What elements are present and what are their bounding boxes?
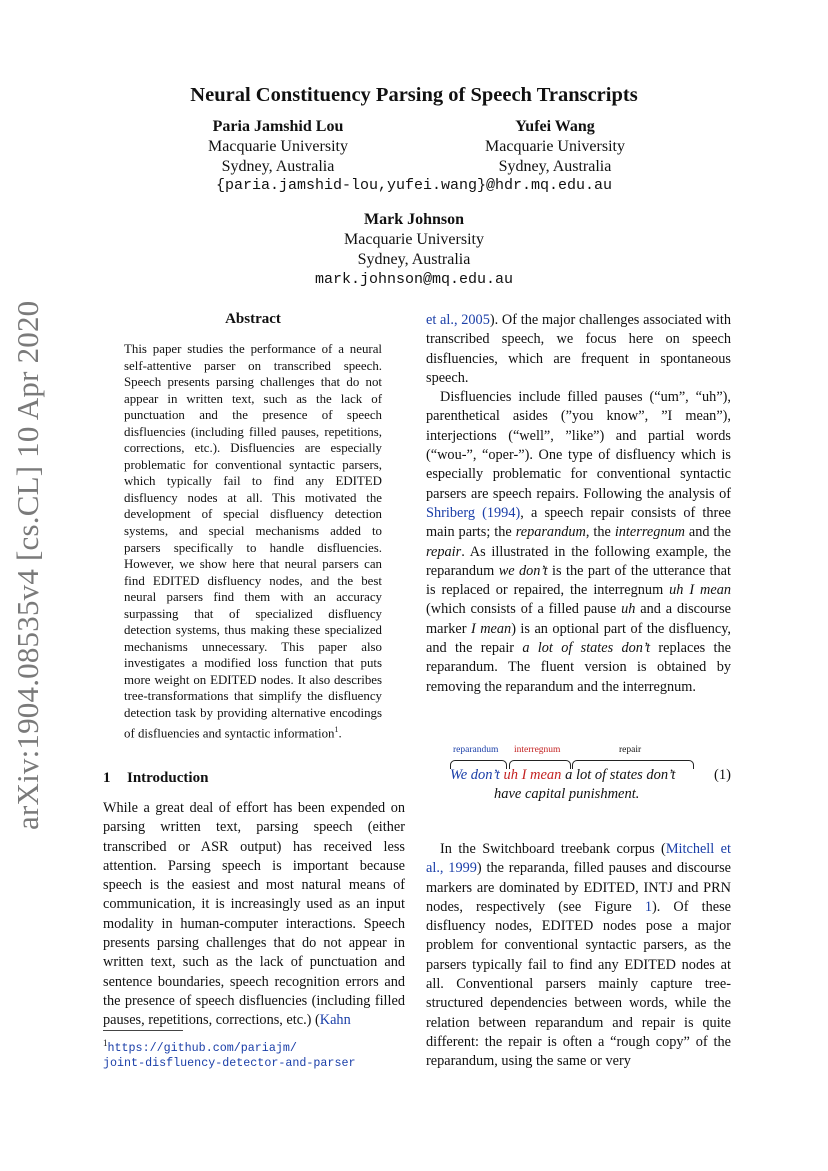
- author-affiliation: Macquarie University: [208, 138, 348, 155]
- author-name: Paria Jamshid Lou: [212, 118, 344, 135]
- citation-link[interactable]: Mitchell et al., 1999: [426, 841, 731, 877]
- footnote-divider: [103, 1030, 183, 1031]
- abstract-body: This paper studies the performance of a neural self-attentive parser on transcribed speech. Speech presents parsing challenges that do not appear in written text, such as the lack of punctuation and the presence of speech disfluencies (including filled pauses, repetitions, corrections, etc.). Disfluencies are especially problematic for conventional syntactic parsers, which typically fail to find any EDITED disfluency nodes at all. This motivated the development of special disfluency detection systems, and special mechanisms added to parsers specifically to handle disfluencies. However, we show here that neural parsers can find EDITED disfluency nodes, and the best neural parsers find them with an accuracy surpassing that of specialized disfluency detection systems, thus making these specialized mechanisms unnecessary. This paper also investigates a modified loss function that puts more weight on EDITED nodes. It also describes tree-transformations that simplify the disfluency detection task by providing alternative encodings of disfluencies and syntactic information$^1$.: [124, 342, 382, 740]
- citation-link[interactable]: Kahn: [319, 1012, 351, 1029]
- right-column-text: et al., 2005). Of the major challenges associated with transcribed speech, we focus here on speech disfluencies, which are frequent in spontaneous speech. Disfluencies include filled pauses (“um”, “uh”), parenthetical asides (”you know”, ”I mean”), interjections (“well”, ”like”) and partial words (“wou-”, “oper-”). One type of disfluency which is especially problematic for conventional syntactic parsers are speech repairs. Following the analysis of Shriberg (1994), a speech repair consists of three main parts; the reparandum, the interregnum and the repair. As illustrated in the following example, the reparandum we don’t is the part of the utterance that is replaced or repaired, the interregnum uh I mean (which consists of a filled pause uh and a discourse marker I mean) is an optional part of the disfluency, and the repair a lot of states don’t replaces the reparandum. The fluent version is obtained by removing the reparandum and the interregnum.: [426, 312, 732, 695]
- shared-email[interactable]: {paria.jamshid-lou,yufei.wang}@hdr.mq.edu.au: [215, 177, 613, 194]
- footnote-marker[interactable]: 1: [334, 724, 339, 734]
- section-heading-introduction: 1 Introduction: [103, 770, 209, 786]
- abstract-heading: Abstract: [225, 311, 281, 327]
- example-line-2: have capital punishment.: [494, 786, 640, 802]
- paper-title: Neural Constituency Parsing of Speech Transcripts: [190, 84, 638, 106]
- author-block-2: [455, 117, 655, 177]
- citation-link[interactable]: et al., 2005: [426, 312, 490, 328]
- right-column-text-2: In the Switchboard treebank corpus (Mitchell et al., 1999) the reparanda, filled pauses and discourse markers are dominated by EDITED, INTJ and PRN nodes, respectively (see Figure 1). Of these disfluency nodes, EDITED nodes pose a major problem for conventional syntactic parsers, as the parsers typically fail to find any EDITED nodes at all. Conventional parsers mainly capture tree-structured dependencies between words, while the relation between reparandum and repair is quite different: the repair is often a “rough copy” of the reparandum, using the same or very: [426, 841, 731, 1070]
- author-block-1: [178, 117, 378, 177]
- author-affiliation: Macquarie University: [344, 231, 484, 248]
- citation-link[interactable]: Shriberg (1994): [426, 504, 521, 521]
- example-line-1: We don’t uh I mean a lot of states don’t: [450, 767, 676, 783]
- figure-link[interactable]: 1: [644, 898, 652, 915]
- arxiv-identifier: arXiv:1904.08535v4 [cs.CL] 10 Apr 2020: [10, 300, 45, 830]
- author-block-3: [0, 210, 828, 290]
- label-reparandum: reparandum: [453, 745, 499, 755]
- label-interregnum: interregnum: [514, 745, 561, 755]
- label-repair: repair: [619, 745, 642, 755]
- introduction-paragraph: While a great deal of effort has been expended on parsing written text, parsing speech (either transcribed or ASR output) has received less attention. Parsing speech is important because speech is the easiest and most natural means of communication, it is increasingly used as an input modality in human-computer interactions. Speech presents parsing challenges that do not appear in written text, such as the lack of punctuation and sentence boundaries, speech recognition errors and the presence of speech disfluencies (including filled pauses, repetitions, corrections, etc.) (Kahn: [103, 800, 405, 1029]
- author-email[interactable]: mark.johnson@mq.edu.au: [314, 271, 514, 288]
- author-name: Yufei Wang: [515, 118, 595, 135]
- footnote[interactable]: $^1$https://github.com/pariajm/ joint-disfluency-detector-and-parser: [103, 1038, 356, 1070]
- author-name: Mark Johnson: [363, 211, 465, 228]
- example-number: (1): [714, 767, 731, 783]
- author-affiliation: Macquarie University: [485, 138, 625, 155]
- author-location: Sydney, Australia: [357, 251, 471, 268]
- disfluency-example: [426, 742, 736, 808]
- author-location: Sydney, Australia: [221, 158, 335, 175]
- author-location: Sydney, Australia: [498, 158, 612, 175]
